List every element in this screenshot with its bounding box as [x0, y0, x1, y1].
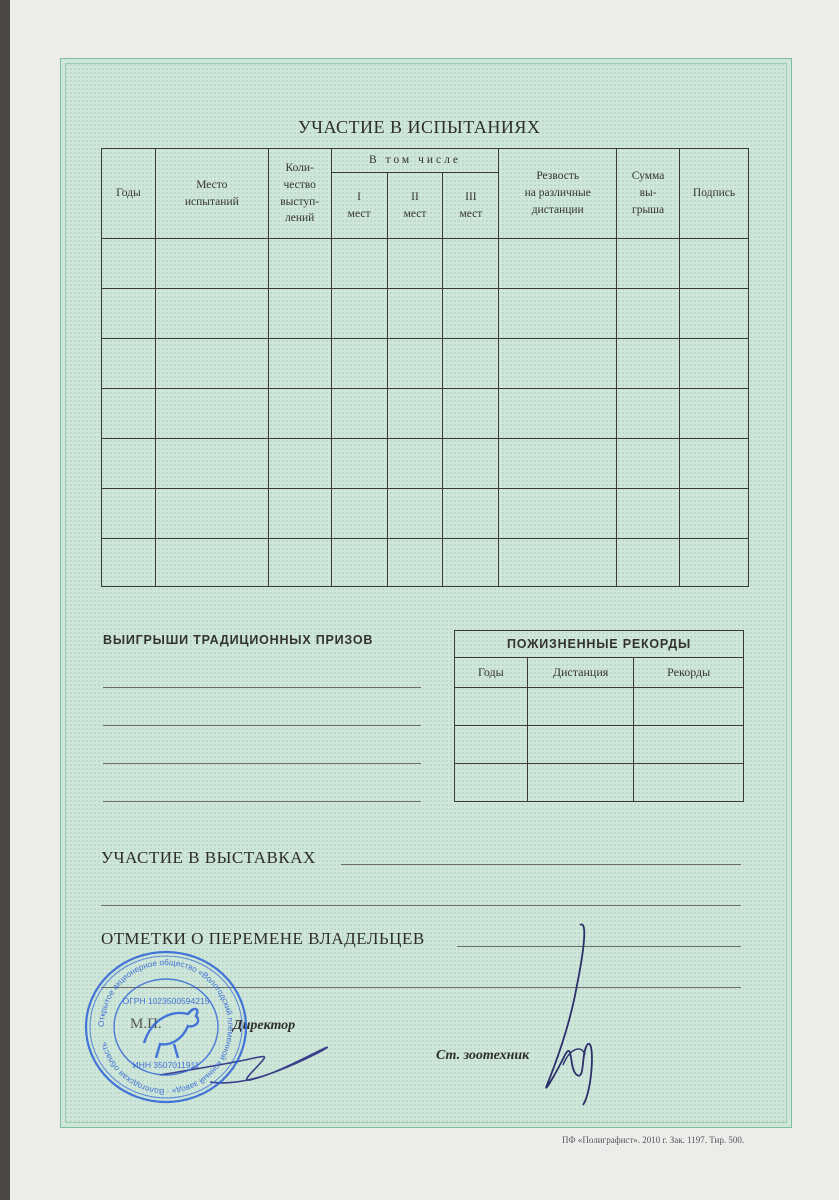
prizes-line [103, 801, 421, 802]
table-cell [155, 539, 268, 587]
table-cell [331, 539, 387, 587]
records-header-distance: Дистанция [527, 658, 634, 688]
table-row [102, 489, 749, 539]
records-table [454, 630, 744, 802]
prizes-title: ВЫИГРЫШИ ТРАДИЦИОННЫХ ПРИЗОВ [103, 633, 374, 647]
header-signature: Подпись [680, 149, 749, 239]
zootechnician-label: Ст. зоотехник [436, 1048, 530, 1063]
table-cell [331, 489, 387, 539]
table-cell [331, 439, 387, 489]
header-place: Место испытаний [155, 149, 268, 239]
table-cell [155, 339, 268, 389]
header-years: Годы [102, 149, 156, 239]
table-row [455, 764, 744, 802]
table-cell [387, 289, 443, 339]
table-cell [102, 539, 156, 587]
table-row [102, 389, 749, 439]
table-cell [387, 439, 443, 489]
exhibitions-title: УЧАСТИЕ В ВЫСТАВКАХ [101, 848, 316, 867]
table-cell [617, 539, 680, 587]
table-cell [102, 439, 156, 489]
table-cell [155, 489, 268, 539]
table-cell [443, 539, 499, 587]
header-speed: Резвость на различные дистанции [499, 149, 617, 239]
prizes-line [103, 725, 421, 726]
table-row [102, 239, 749, 289]
table-cell [680, 339, 749, 389]
table-cell [617, 439, 680, 489]
header-third-place: III мест [443, 173, 499, 239]
table-cell [617, 339, 680, 389]
table-cell [443, 289, 499, 339]
table-cell [443, 439, 499, 489]
horse-emblem-icon [144, 1009, 198, 1058]
table-cell [499, 539, 617, 587]
table-cell [680, 289, 749, 339]
table-cell [443, 489, 499, 539]
table-cell [268, 339, 331, 389]
prizes-line [103, 763, 421, 764]
table-row [455, 726, 744, 764]
stamp-inn: ИНН 3507011911 [132, 1060, 200, 1070]
table-cell [268, 239, 331, 289]
table-cell [268, 539, 331, 587]
records-header-years: Годы [455, 658, 528, 688]
table-cell [499, 339, 617, 389]
table-cell [499, 489, 617, 539]
table-row [102, 439, 749, 489]
header-count: Коли- чество выступ- лений [268, 149, 331, 239]
zootechnician-signature [525, 915, 615, 1115]
table-cell [268, 389, 331, 439]
header-second-place: II мест [387, 173, 443, 239]
table-row [455, 688, 744, 726]
prizes-line [103, 687, 421, 688]
table-cell [499, 439, 617, 489]
stamp-ring-text: Открытое акционерное общество «Вологодский племенной конный завод» · Вологодская область [96, 957, 236, 1097]
table-cell [155, 389, 268, 439]
table-cell [443, 239, 499, 289]
stamp-place-label: М.П. [130, 1016, 162, 1032]
table-cell [443, 339, 499, 389]
table-cell [680, 539, 749, 587]
table-row [102, 339, 749, 389]
table-cell [387, 539, 443, 587]
participation-table [101, 148, 749, 587]
records-title: ПОЖИЗНЕННЫЕ РЕКОРДЫ [455, 631, 744, 658]
table-cell [680, 389, 749, 439]
table-cell [331, 339, 387, 389]
stamp-ogrn: ОГРН 1023500594215 [122, 996, 210, 1006]
table-cell [102, 239, 156, 289]
round-stamp [82, 948, 250, 1106]
table-row [102, 289, 749, 339]
header-sum: Сумма вы- грыша [617, 149, 680, 239]
table-cell [268, 489, 331, 539]
table-cell [331, 289, 387, 339]
table-cell [102, 289, 156, 339]
table-cell [499, 289, 617, 339]
table-cell [331, 239, 387, 289]
table-cell [268, 289, 331, 339]
director-label: Директор [233, 1018, 296, 1033]
table-cell [443, 389, 499, 439]
header-first-place: I мест [331, 173, 387, 239]
owner-changes-title: ОТМЕТКИ О ПЕРЕМЕНЕ ВЛАДЕЛЬЦЕВ [101, 929, 425, 948]
table-cell [155, 289, 268, 339]
table-cell [387, 489, 443, 539]
table-cell [102, 339, 156, 389]
table-cell [680, 489, 749, 539]
table-row [102, 539, 749, 587]
table-cell [155, 239, 268, 289]
table-cell [102, 489, 156, 539]
table-cell [499, 389, 617, 439]
exhibitions-line [341, 864, 741, 865]
header-including: В том числе [331, 149, 499, 173]
table-cell [155, 439, 268, 489]
table-cell [102, 389, 156, 439]
table-cell [387, 339, 443, 389]
table-cell [680, 239, 749, 289]
table-cell [617, 389, 680, 439]
table-cell [617, 289, 680, 339]
table-cell [617, 489, 680, 539]
table-cell [680, 439, 749, 489]
table-cell [268, 439, 331, 489]
table-cell [499, 239, 617, 289]
table-cell [387, 389, 443, 439]
records-header-records: Рекорды [634, 658, 744, 688]
table-cell [387, 239, 443, 289]
exhibitions-line [101, 905, 741, 906]
imprint: ПФ «Полиграфист». 2010 г. Зак. 1197. Тир. 500. [562, 1135, 745, 1145]
participation-title: УЧАСТИЕ В ИСПЫТАНИЯХ [298, 117, 541, 137]
table-cell [617, 239, 680, 289]
table-cell [331, 389, 387, 439]
